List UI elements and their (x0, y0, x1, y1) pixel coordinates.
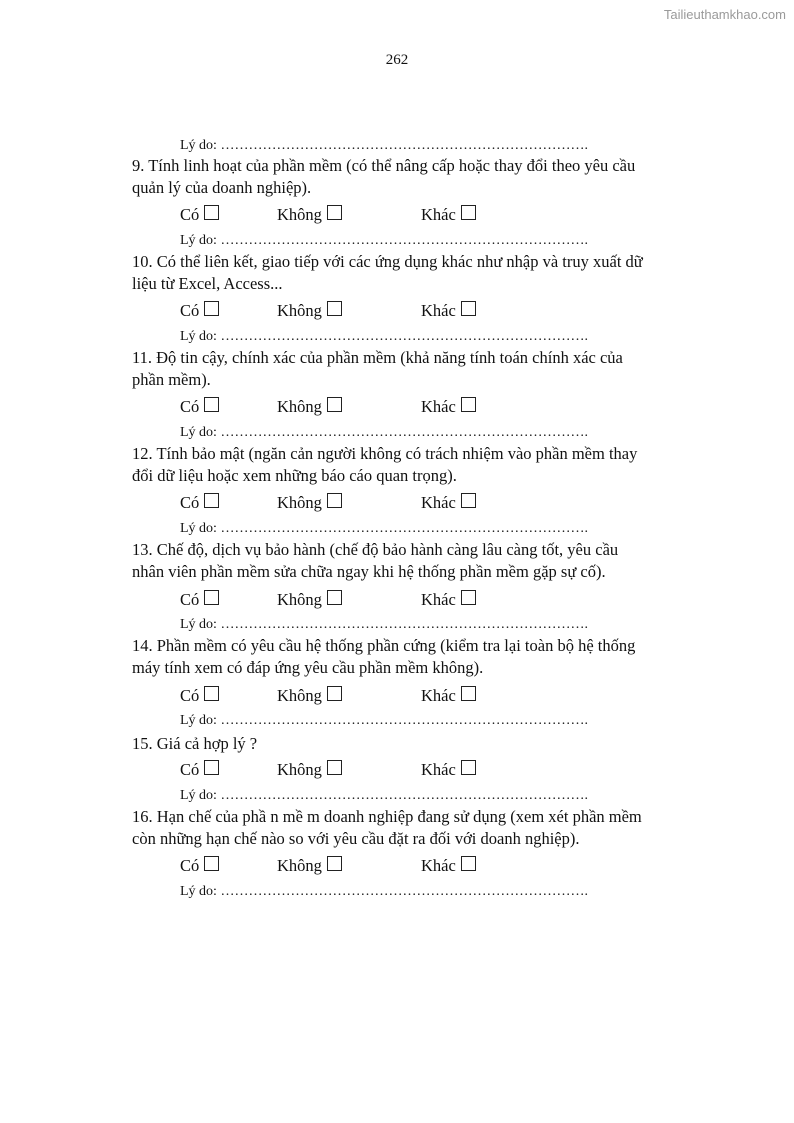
option-other[interactable] (421, 205, 476, 225)
checkbox[interactable] (204, 760, 219, 775)
checkbox[interactable] (327, 686, 342, 701)
reason-line: Lý do: ……………………………………………………………………. (180, 233, 588, 248)
reason-line: Lý do: ……………………………………………………………………. (180, 521, 588, 536)
option-other[interactable] (421, 301, 476, 321)
options-row (180, 397, 600, 419)
option-no[interactable] (277, 493, 342, 513)
reason-line: Lý do: ……………………………………………………………………. (180, 713, 588, 728)
reason-line: Lý do: ……………………………………………………………………. (180, 425, 588, 440)
option-yes-label: Có (180, 205, 200, 224)
options-row (180, 686, 600, 708)
option-no[interactable] (277, 686, 342, 706)
checkbox[interactable] (461, 493, 476, 508)
question-text: nhân viên phần mềm sửa chữa ngay khi hệ thống phần mềm gặp sự cố). (132, 562, 606, 581)
option-yes[interactable] (180, 590, 219, 610)
question-text: còn những hạn chế nào so với yêu cầu đặt ra đối với doanh nghiệp). (132, 829, 580, 848)
checkbox[interactable] (204, 856, 219, 871)
option-no-label: Không (277, 760, 322, 779)
checkbox[interactable] (204, 686, 219, 701)
option-no-label: Không (277, 686, 322, 705)
option-no-label: Không (277, 301, 322, 320)
question-text: máy tính xem có đáp ứng yêu cầu phần mềm không). (132, 658, 484, 677)
checkbox[interactable] (461, 760, 476, 775)
option-yes[interactable] (180, 301, 219, 321)
question-text: 15. Giá cả hợp lý ? (132, 734, 258, 753)
question-11 (132, 347, 732, 391)
checkbox[interactable] (461, 397, 476, 412)
reason-line: Lý do: ……………………………………………………………………. (180, 138, 588, 153)
option-no-label: Không (277, 493, 322, 512)
question-text: 14. Phần mềm có yêu cầu hệ thống phần cứng (kiểm tra lại toàn bộ hệ thống (132, 636, 636, 655)
option-yes-label: Có (180, 856, 200, 875)
checkbox[interactable] (461, 205, 476, 220)
checkbox[interactable] (327, 856, 342, 871)
checkbox[interactable] (461, 590, 476, 605)
reason-line: Lý do: ……………………………………………………………………. (180, 617, 588, 632)
option-no-label: Không (277, 856, 322, 875)
question-9 (132, 155, 732, 199)
question-10 (132, 251, 732, 295)
option-yes[interactable] (180, 397, 219, 417)
option-yes-label: Có (180, 493, 200, 512)
question-text: 16. Hạn chế của phầ n mề m doanh nghiệp đang sử dụng (xem xét phần mềm (132, 807, 642, 826)
option-yes-label: Có (180, 397, 200, 416)
checkbox[interactable] (461, 686, 476, 701)
question-text: đổi dữ liệu hoặc xem những báo cáo quan trọng). (132, 466, 457, 485)
option-yes[interactable] (180, 686, 219, 706)
option-no-label: Không (277, 205, 322, 224)
question-13 (132, 539, 732, 583)
question-text: 9. Tính linh hoạt của phần mềm (có thể nâng cấp hoặc thay đổi theo yêu cầu (132, 156, 636, 175)
checkbox[interactable] (327, 301, 342, 316)
option-yes[interactable] (180, 856, 219, 876)
option-yes-label: Có (180, 760, 200, 779)
option-other-label: Khác (421, 301, 456, 320)
option-other[interactable] (421, 590, 476, 610)
question-text: 13. Chế độ, dịch vụ bảo hành (chế độ bảo hành càng lâu càng tốt, yêu cầu (132, 540, 619, 559)
watermark: Tailieuthamkhao.com (663, 7, 786, 22)
question-text: liệu từ Excel, Access... (132, 274, 283, 293)
option-other-label: Khác (421, 397, 456, 416)
option-no[interactable] (277, 760, 342, 780)
reason-line: Lý do: ……………………………………………………………………. (180, 884, 588, 899)
checkbox[interactable] (204, 205, 219, 220)
option-no[interactable] (277, 205, 342, 225)
option-yes-label: Có (180, 590, 200, 609)
checkbox[interactable] (204, 397, 219, 412)
option-no[interactable] (277, 397, 342, 417)
option-other-label: Khác (421, 493, 456, 512)
option-other-label: Khác (421, 856, 456, 875)
question-12 (132, 443, 732, 487)
options-row (180, 590, 600, 612)
option-yes-label: Có (180, 301, 200, 320)
option-other[interactable] (421, 686, 476, 706)
option-other-label: Khác (421, 760, 456, 779)
question-14 (132, 635, 732, 679)
option-no[interactable] (277, 856, 342, 876)
option-yes[interactable] (180, 760, 219, 780)
option-yes-label: Có (180, 686, 200, 705)
option-other[interactable] (421, 760, 476, 780)
options-row (180, 760, 600, 782)
question-16 (132, 806, 732, 850)
options-row (180, 301, 600, 323)
option-no[interactable] (277, 301, 342, 321)
reason-line: Lý do: ……………………………………………………………………. (180, 788, 588, 803)
checkbox[interactable] (327, 493, 342, 508)
question-text: 11. Độ tin cậy, chính xác của phần mềm (khả năng tính toán chính xác của (132, 348, 623, 367)
option-no[interactable] (277, 590, 342, 610)
option-other-label: Khác (421, 205, 456, 224)
page-number: 262 (385, 52, 409, 68)
question-text: phần mềm). (132, 370, 211, 389)
options-row (180, 205, 600, 227)
option-no-label: Không (277, 590, 322, 609)
option-other-label: Khác (421, 686, 456, 705)
question-15 (132, 733, 732, 755)
checkbox[interactable] (327, 590, 342, 605)
question-text: quản lý của doanh nghiệp). (132, 178, 312, 197)
option-other[interactable] (421, 493, 476, 513)
option-yes[interactable] (180, 493, 219, 513)
checkbox[interactable] (204, 301, 219, 316)
checkbox[interactable] (204, 493, 219, 508)
checkbox[interactable] (327, 397, 342, 412)
option-yes[interactable] (180, 205, 219, 225)
option-other-label: Khác (421, 590, 456, 609)
option-other[interactable] (421, 397, 476, 417)
checkbox[interactable] (204, 590, 219, 605)
option-other[interactable] (421, 856, 476, 876)
checkbox[interactable] (327, 760, 342, 775)
options-row (180, 856, 600, 878)
checkbox[interactable] (461, 301, 476, 316)
question-text: 10. Có thể liên kết, giao tiếp với các ứng dụng khác như nhập và truy xuất dữ (132, 252, 643, 271)
reason-line: Lý do: ……………………………………………………………………. (180, 329, 588, 344)
option-no-label: Không (277, 397, 322, 416)
checkbox[interactable] (461, 856, 476, 871)
options-row (180, 493, 600, 515)
checkbox[interactable] (327, 205, 342, 220)
question-text: 12. Tính bảo mật (ngăn cản người không có trách nhiệm vào phần mềm thay (132, 444, 638, 463)
